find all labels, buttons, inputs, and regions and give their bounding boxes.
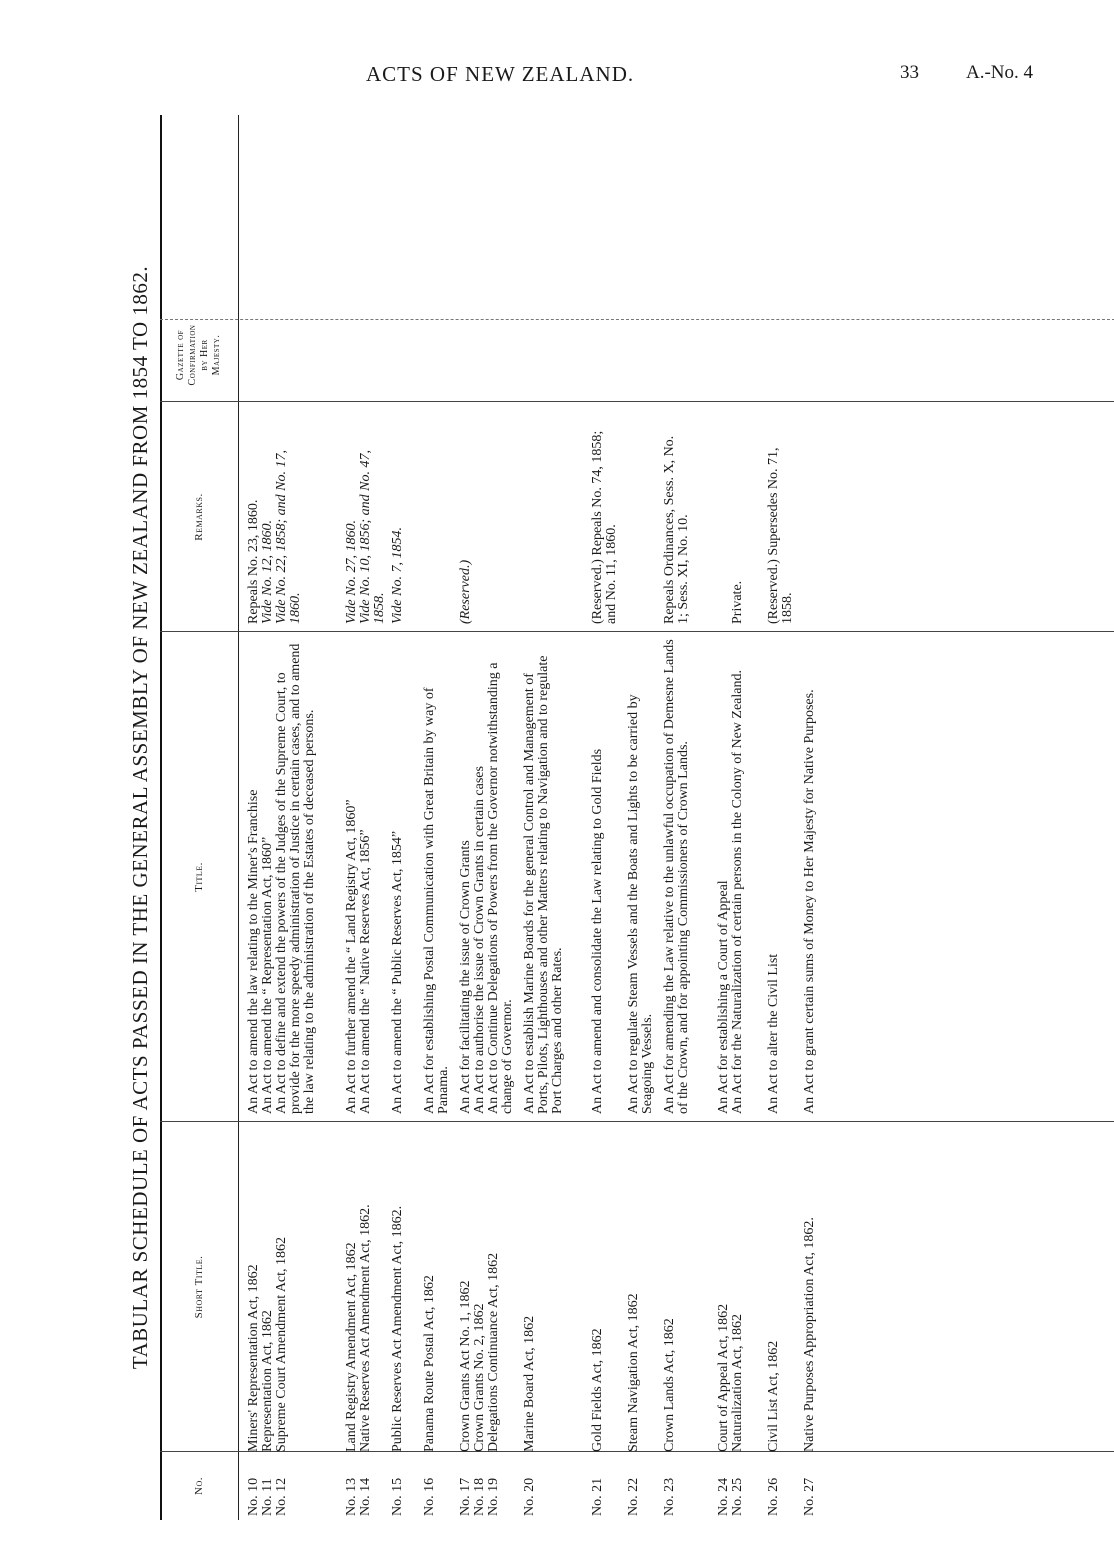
page-header <box>0 62 1114 92</box>
column-divider <box>160 401 1114 402</box>
row-title: An Act to amend the “ Native Reserves Act, 1856” <box>358 829 373 1114</box>
row-number: No. 19 <box>486 1477 501 1516</box>
row-short-title: Gold Fields Act, 1862 <box>590 1328 605 1452</box>
row-short-title: Panama Route Postal Act, 1862 <box>422 1275 437 1452</box>
row-short-title: Land Registry Amendment Act, 1862 <box>344 1242 359 1452</box>
row-number: No. 11 <box>260 1478 275 1516</box>
row-short-title: Naturalization Act, 1862 <box>730 1313 745 1452</box>
row-remarks: Repeals Ordinances, Sess. X, No. 1; Sess. XI, No. 10. <box>662 435 691 624</box>
row-remarks: Vide No. 7, 1854. <box>390 527 405 624</box>
column-divider <box>160 1121 1114 1122</box>
row-short-title: Native Reserves Act Amendment Act, 1862. <box>358 1204 373 1452</box>
row-short-title: Delegations Continuance Act, 1862 <box>486 1252 501 1452</box>
row-short-title: Representation Act, 1862 <box>260 1310 275 1452</box>
row-short-title: Court of Appeal Act, 1862 <box>716 1303 731 1452</box>
row-number: No. 13 <box>344 1477 359 1516</box>
row-remarks: Private. <box>730 580 745 624</box>
row-remarks: Vide No. 10, 1856; and No. 47, 1858. <box>358 450 387 624</box>
row-title: An Act for establishing a Court of Appeal <box>716 880 731 1114</box>
schedule-table <box>120 115 1114 1520</box>
col-header-no: No. <box>193 1477 205 1495</box>
row-short-title: Crown Grants Act No. 1, 1862 <box>458 1280 473 1452</box>
row-number: No. 25 <box>730 1477 745 1516</box>
row-number: No. 15 <box>390 1477 405 1516</box>
row-title: An Act for the Naturalization of certain persons in the Colony of New Zealand. <box>730 670 745 1114</box>
document-reference: A.-No. 4 <box>966 62 1034 83</box>
row-title: An Act for amending the Law relative to the unlawful occupation of Demesne Lands of the Crown, and for appointing Commissioners of Crown Lands. <box>662 639 691 1114</box>
table-title: TABULAR SCHEDULE OF ACTS PASSED IN THE GENERAL ASSEMBLY OF NEW ZEALAND FROM 1854 TO 1862. <box>128 265 152 1370</box>
col-header-gazette: Gazette of Confirmation by Her Majesty. <box>175 324 222 386</box>
row-short-title: Crown Grants No. 2, 1862 <box>472 1303 487 1452</box>
row-short-title: Marine Board Act, 1862 <box>522 1315 537 1452</box>
row-remarks: (Reserved.) <box>458 559 473 624</box>
row-title: An Act for establishing Postal Communication with Great Britain by way of Panama. <box>422 687 451 1114</box>
row-number: No. 24 <box>716 1477 731 1516</box>
row-number: No. 23 <box>662 1477 677 1516</box>
row-title: An Act to establish Marine Boards for the general Control and Management of Ports, Pilots, Lighthouses and other Matters relating to Navigation and to regulate Port Charges and other Rates. <box>522 655 565 1114</box>
row-title: An Act for facilitating the issue of Crown Grants <box>458 840 473 1114</box>
row-title: An Act to further amend the “ Land Registry Act, 1860” <box>344 799 359 1114</box>
row-number: No. 18 <box>472 1477 487 1516</box>
row-short-title: Public Reserves Act Amendment Act, 1862. <box>390 1205 405 1452</box>
row-title: An Act to amend the “ Representation Act, 1860” <box>260 836 275 1114</box>
table-header <box>160 115 238 1520</box>
page-number: 33 <box>900 62 919 83</box>
header-bottom-rule <box>238 115 239 1520</box>
row-title: An Act to alter the Civil List <box>766 953 781 1114</box>
row-number: No. 20 <box>522 1477 537 1516</box>
row-remarks: Vide No. 22, 1858; and No. 17, 1860. <box>274 450 303 624</box>
row-remarks: Vide No. 12, 1860. <box>260 520 275 624</box>
row-number: No. 17 <box>458 1477 473 1516</box>
row-number: No. 14 <box>358 1477 373 1516</box>
row-title: An Act to grant certain sums of Money to Her Majesty for Native Purposes. <box>802 689 817 1114</box>
row-short-title: Crown Lands Act, 1862 <box>662 1318 677 1452</box>
row-remarks: Vide No. 27, 1860. <box>344 520 359 624</box>
row-short-title: Miners' Representation Act, 1862 <box>246 1264 261 1452</box>
row-short-title: Civil List Act, 1862 <box>766 1340 781 1452</box>
row-number: No. 12 <box>274 1477 289 1516</box>
row-short-title: Supreme Court Amendment Act, 1862 <box>274 1236 289 1452</box>
row-title: An Act to Continue Delegations of Powers from the Governor notwithstanding a change of Governor. <box>486 662 515 1114</box>
row-remarks: (Reserved.) Supersedes No. 71, 1858. <box>766 447 795 624</box>
col-header-short-title: Short Title. <box>193 1255 205 1319</box>
row-title: An Act to amend the “ Public Reserves Act, 1854” <box>390 830 405 1114</box>
row-title: An Act to amend and consolidate the Law relating to Gold Fields <box>590 748 605 1114</box>
row-number: No. 10 <box>246 1477 261 1516</box>
row-title: An Act to define and extend the powers of the Judges of the Supreme Court, to provide for the more speedy administration of Justice in certain cases, and to amend the law relating to the administration of the Estates of deceased persons. <box>274 643 317 1114</box>
col-header-title: Title. <box>193 862 205 892</box>
running-title: ACTS OF NEW ZEALAND. <box>366 62 635 86</box>
column-divider <box>160 319 1114 320</box>
row-title: An Act to regulate Steam Vessels and the Boats and Lights to be carried by Seagoing Vessels. <box>626 694 655 1114</box>
row-title: An Act to authorise the issue of Crown Grants in certain cases <box>472 766 487 1114</box>
row-remarks: (Reserved.) Repeals No. 74, 1858; and No. 11, 1860. <box>590 430 619 624</box>
row-number: No. 21 <box>590 1477 605 1516</box>
row-title: An Act to amend the law relating to the Miner's Franchise <box>246 789 261 1114</box>
row-remarks: Repeals No. 23, 1860. <box>246 499 261 624</box>
column-divider <box>160 631 1114 632</box>
row-short-title: Native Purposes Appropriation Act, 1862. <box>802 1217 817 1452</box>
row-number: No. 22 <box>626 1477 641 1516</box>
row-number: No. 26 <box>766 1477 781 1516</box>
col-header-remarks: Remarks. <box>193 493 205 541</box>
row-number: No. 27 <box>802 1477 817 1516</box>
row-short-title: Steam Navigation Act, 1862 <box>626 1293 641 1452</box>
row-number: No. 16 <box>422 1477 437 1516</box>
